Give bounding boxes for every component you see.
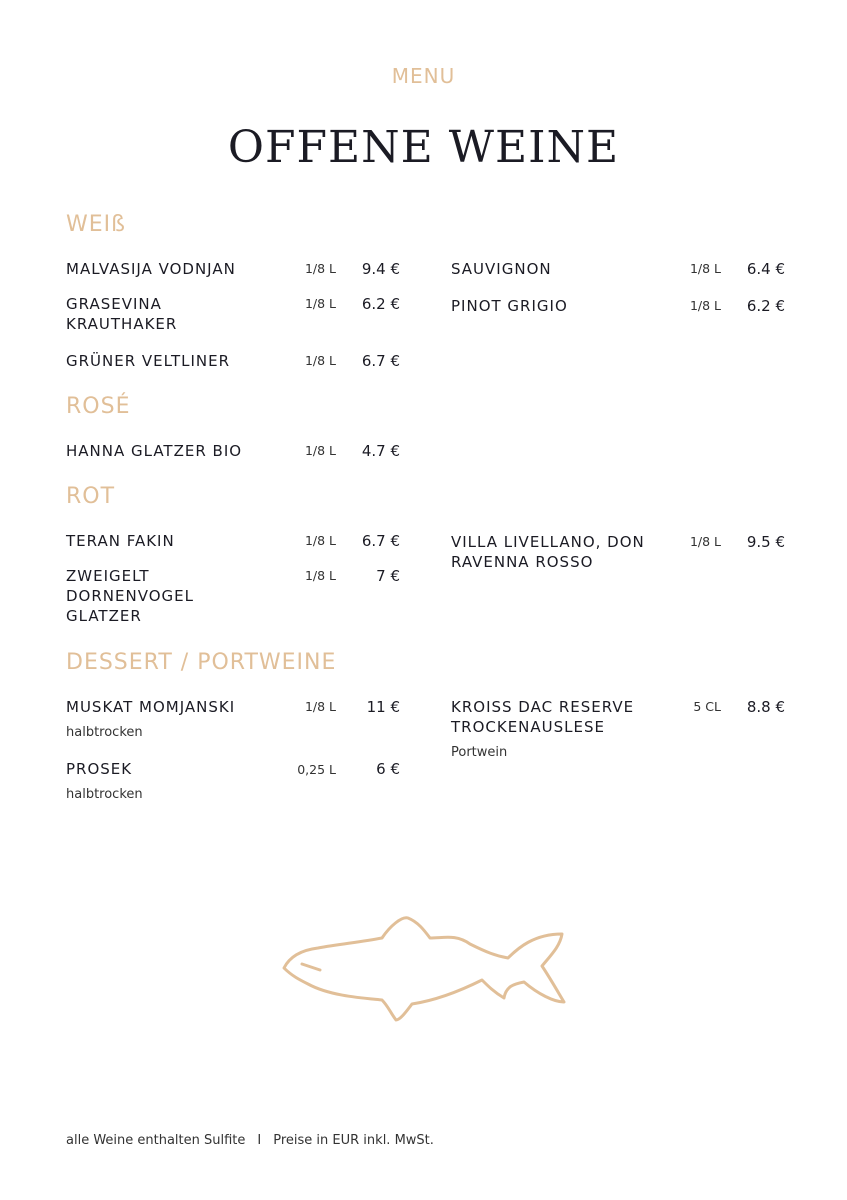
wine-name: GRASEVINA KRAUTHAKER xyxy=(66,295,178,333)
footer-separator: I xyxy=(257,1133,262,1148)
wine-price: 6.2 € xyxy=(361,295,400,313)
wine-price: 11 € xyxy=(366,698,400,716)
wine-volume: 0,25 L xyxy=(297,762,336,777)
wine-price: 6.2 € xyxy=(746,297,785,315)
wine-name: HANNA GLATZER BIO xyxy=(66,442,243,460)
wine-name: MALVASIJA VODNJAN xyxy=(66,260,236,278)
wine-name: GRÜNER VELTLINER xyxy=(66,352,231,370)
wine-name: VILLA LIVELLANO, DON RAVENNA ROSSO xyxy=(451,533,645,571)
wine-name: ZWEIGELT DORNENVOGEL GLATZER xyxy=(66,567,194,625)
wine-volume: 1/8 L xyxy=(689,534,721,549)
wine-volume: 1/8 L xyxy=(689,298,721,313)
wine-note: halbtrocken xyxy=(66,787,143,802)
wine-volume: 1/8 L xyxy=(304,443,336,458)
wine-volume: 1/8 L xyxy=(304,296,336,311)
wine-price: 7 € xyxy=(376,567,400,585)
wine-note: halbtrocken xyxy=(66,725,143,740)
wine-volume: 1/8 L xyxy=(304,699,336,714)
wine-price: 6.4 € xyxy=(746,260,785,278)
fish-icon xyxy=(278,908,570,1028)
section-title-rot: ROT xyxy=(66,484,116,509)
wine-volume: 1/8 L xyxy=(304,261,336,276)
wine-volume: 1/8 L xyxy=(304,353,336,368)
wine-name: PROSEK xyxy=(66,760,133,778)
wine-price: 6.7 € xyxy=(361,352,400,370)
wine-name: MUSKAT MOMJANSKI xyxy=(66,698,236,716)
footer-prices: Preise in EUR inkl. MwSt. xyxy=(273,1133,434,1148)
footer-sulfites: alle Weine enthalten Sulfite xyxy=(66,1133,246,1148)
wine-volume: 1/8 L xyxy=(304,568,336,583)
wine-price: 6.7 € xyxy=(361,532,400,550)
menu-kicker: MENU xyxy=(391,64,456,88)
wine-name: PINOT GRIGIO xyxy=(451,297,568,315)
wine-note: Portwein xyxy=(451,745,508,760)
wine-price: 4.7 € xyxy=(361,442,400,460)
wine-volume: 1/8 L xyxy=(304,533,336,548)
wine-name: KROISS DAC RESERVE TROCKENAUSLESE xyxy=(451,698,635,736)
wine-price: 8.8 € xyxy=(746,698,785,716)
section-title-rose: ROSÉ xyxy=(66,394,131,419)
wine-volume: 5 CL xyxy=(693,699,721,714)
wine-volume: 1/8 L xyxy=(689,261,721,276)
section-title-dessert: DESSERT / PORTWEINE xyxy=(66,650,337,675)
wine-name: TERAN FAKIN xyxy=(66,532,175,550)
wine-price: 6 € xyxy=(376,760,400,778)
section-title-weiss: WEIß xyxy=(66,212,126,237)
wine-name: SAUVIGNON xyxy=(451,260,552,278)
wine-price: 9.4 € xyxy=(361,260,400,278)
footer xyxy=(66,1133,434,1148)
page-title: OFFENE WEINE xyxy=(227,122,620,173)
wine-price: 9.5 € xyxy=(746,533,785,551)
